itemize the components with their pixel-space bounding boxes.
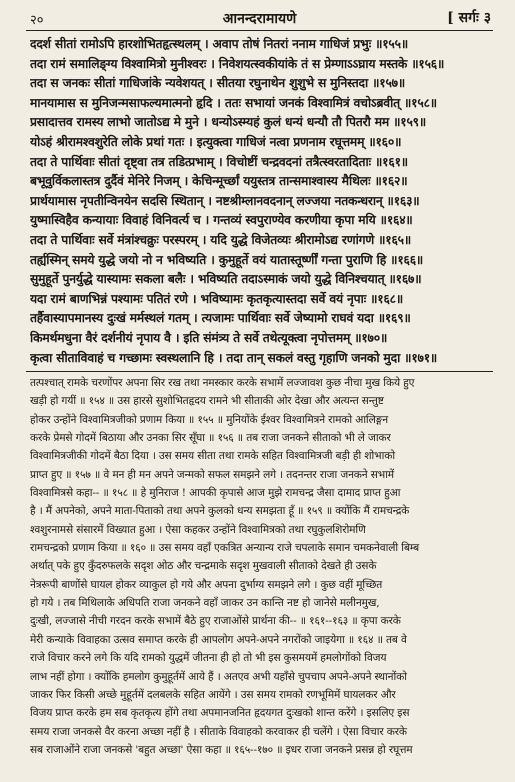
commentary-line: विजय प्राप्त करके हम सब कृतकृत्य होंगे तथा अपमानजनित हृदयगत दुःखको शान्त करेंगे । इसलिए इस xyxy=(30,707,410,720)
header-divider xyxy=(26,30,493,31)
commentary-line: नेत्ररूपी बाणोंसे घायल होकर व्याकुल हो गये और अपना दुर्भाग्य समझने लगे । कुछ वहीं मूच्छित xyxy=(30,578,383,591)
hindi-commentary xyxy=(30,374,493,759)
running-title: आनन्दरामायणे xyxy=(222,11,297,27)
section-divider xyxy=(26,371,493,372)
verse-line: प्रसादात्तव रामस्य लाभो जातोऽद्य मे मुने । धन्योऽस्म्यहं कुलं धन्यं धन्यौ तौ पितरौ मम ॥१५९॥ xyxy=(30,114,427,130)
verse-line: तदा ते पार्थिवाः सीतां दृष्ट्वा तत्र तडित्प्रभाम् । विचोष्टीं चन्द्रवदनां तत्रैत्स्वरतादिताः ॥१६१॥ xyxy=(30,153,408,169)
verse-line: तर्हैवास्यापमानस्य दुःखं मर्मस्थलं गतम् । त्यजामः पार्थिवाः सर्वे जेष्यामो राघवं यदा ॥१६९॥ xyxy=(30,310,411,326)
commentary-line: मेरी कन्याके विवाहका उत्सव समाप्त करके ही आपलोग अपने-अपने नगरोंको जाइयेगा ॥ १६४ ॥ तब वे xyxy=(30,633,407,646)
page-number: २० xyxy=(30,13,44,28)
verse-line: योऽहं श्रीरामश्वशुरेति लोके प्रथां गतः । इत्युक्त्वा गाधिजं नत्वा प्रणनाम रघूत्तमम् ॥१६०॥ xyxy=(30,133,402,149)
verse-line: तदा स जनकः सीतां गाधिजांके न्यवेशयत् । सीतया रघुनाथेन शुशुभे स मुनिस्तदा ॥१५७॥ xyxy=(30,75,406,91)
commentary-line: विश्वामित्रसे कहा-- ॥ १५८ ॥ हे मुनिराज ! आपकी कृपासे आज मुझे रामचन्द्र जैसा दामाद प्राप्त हुआ xyxy=(30,487,401,500)
verse-line: मानयामास स मुनिजन्मसाफल्यमात्मनो हृदि । ततः सभायां जनकं विश्वामित्रं वचोऽब्रवीत् ॥१५८॥ xyxy=(30,94,437,110)
commentary-line: जाकर फिर किसी अच्छे मुहूर्तमें दलबलके सहित आयेंगे । उस समय रामको रणभूमिमें घायलकर और xyxy=(30,688,396,701)
commentary-line: है । मैं अपनेको, अपने माता-पिताको तथा अपने कुलको धन्य समझता हूँ ॥ १५९ ॥ क्योंकि मैं रामचन्द्रके xyxy=(30,505,410,518)
sanskrit-verses xyxy=(30,34,493,367)
verse-line: किमर्थमधुना वैरं दर्शनीयं नृपाय वै । इति संमंत्र्य ते सर्वे तथेत्यूक्त्वा नृपोत्तमम् ॥१७०॥ xyxy=(30,329,388,345)
commentary-line: लाभ नहीं होगा । क्योंकि हमलोग कुमुहूर्तमें आये हैं । अतएव अभी यहाँसे चुपचाप अपने-अपने स्थानोंको xyxy=(30,670,407,683)
verse-line: तदा ते पार्थिवाः सर्वे मंत्रांश्चक्रुः परस्परम् । यदि युद्धे विजेतव्यः श्रीरामोऽद्य रणांगणे ॥१६५॥ xyxy=(30,231,412,247)
verse-line: युष्मास्विहैव कन्यायाः विवाहं विनिवर्त्य च । गन्तव्यं स्वपुराण्येव करणीया कृपा मयि ॥१६४॥ xyxy=(30,212,413,228)
verse-line: बभूवुर्विकलास्तत्र दुर्दैवं मेनिरे निजम् । केचिन्मूर्च्छां ययुस्तत्र तान्समाश्वास्य मैथिलः ॥१६२॥ xyxy=(30,173,408,189)
commentary-line: विश्वामित्रजीकी गोदमें बैठा दिया । उस समय सीता तथा रामके सहित विश्वामित्रजी बड़ी ही शोभाको xyxy=(30,450,395,463)
chapter-marker: [ सर्गः ३ xyxy=(447,10,491,26)
commentary-line: समय राजा जनकसे वैर करना अच्छा नहीं है । सीताके विवाहको करवाकर ही चलेंगे । ऐसा विचार करके xyxy=(30,725,407,738)
commentary-line: तत्पश्चात् रामके चरणोंपर अपना सिर रख तथा नमस्कार करके सभामें लज्जावश कुछ नीचा मुख किये हुए xyxy=(30,377,415,389)
page-header xyxy=(28,8,491,30)
commentary-line: अर्थात् पके हुए कुँदरुफलके सदृश ओठ और चन्द्रमाके सदृश मुखवाली सीताको देखते ही उसके xyxy=(30,560,377,573)
verse-line: सुमुहूर्ते पुनर्युद्धे यास्यामः सकला बलैः । भविष्यति तदाऽस्माकं जयो युद्धे विनिश्चयात् ॥१६७॥ xyxy=(30,271,422,287)
commentary-line: करके प्रेमसे गोदमें बिठाया और उनका सिर सूँघा ॥ १५६ ॥ तब राजा जनकने सीताको भी ले जाकर xyxy=(30,432,391,445)
verse-line: प्रार्थयामास नृपतीन्विनयेन सदसि स्थितान् । नष्टश्रीम्लानवदनान् लज्जया नतकन्धरान् ॥१६३॥ xyxy=(30,192,420,208)
verse-line: तदा रामं समालिङ्ग्य विश्वामित्रो मुनीश्वरः । निवेशयत्स्वकीयांके तं स प्रेम्णाऽऽघ्राय मस्तके ॥१५६॥ xyxy=(30,55,445,71)
commentary-line: सब राजाओंने राजा जनकसे 'बहुत अच्छा' ऐसा कहा ॥ १६५--१७० ॥ इधर राजा जनकने प्रसन्न हो रघूत्तम xyxy=(30,743,413,756)
commentary-line: हो गये । तब मिथिलाके अधिपति राजा जनकने वहाँ जाकर उन कान्ति नष्ट हो जानेसे मलीनमुख, xyxy=(30,597,380,610)
commentary-line: राजे विचार करने लगे कि यदि रामको युद्धमें जीतना ही हो तो भी इस कुसमयमें हमलोगोंको विजय xyxy=(30,652,387,665)
commentary-line: रामचन्द्रको प्रणाम किया ॥ १६० ॥ उस समय वहाँ एकत्रित अन्यान्य राजे चपलाके समान चमकनेवाली बिम्ब xyxy=(30,542,420,555)
verse-line: ददर्श सीतां रामोऽपि हारशोभितहृत्स्थलम् । अवाप तोषं नितरां ननाम गाधिजं प्रभुः ॥१५५॥ xyxy=(30,36,408,51)
commentary-line: खड़ी हो गयीं ॥ १५४ ॥ उस हारसे सुशोभितहृदय रामने भी सीताकी ओर देखा और अत्यन्त सन्तुष्ट xyxy=(30,395,384,408)
verse-line: कृत्वा सीताविवाहं च गच्छामः स्वस्थलानि हि । तदा तान् सकलं वस्तु गृहाणि जनको मुदा ॥१७१॥ xyxy=(30,349,438,365)
commentary-line: दुःखी, लज्जासे नीची गरदन करके सभामें बैठे हुए राजाओंसे प्रार्थना की-- ॥ १६१--१६३ ॥ कृपा करके xyxy=(30,615,401,628)
commentary-line: प्राप्त हुए ॥ १५७ ॥ वे मन ही मन अपने जन्मको सफल समझने लगे । तदनन्तर राजा जनकने सभामें xyxy=(30,468,394,481)
commentary-line: श्वशुरनामसे संसारमें विख्यात हुआ । ऐसा कहकर उन्होंने विश्वामित्रको तथा रघुकुलशिरोमणि xyxy=(30,523,366,536)
verse-line: यदा रामं बाणभिन्नं पश्यामः पतितं रणे । भविष्यामः कृतकृत्यास्तदा सर्वे वयं नृपाः ॥१६८॥ xyxy=(30,290,404,306)
verse-line: तर्ह्यस्मिन् समये युद्धे जयो नो न भविष्यति । कुमुहूर्ते वयं यातास्तूर्ष्णीं गन्ता पुराणि हि ॥१६६॥ xyxy=(30,251,424,267)
commentary-line: होकर उन्होंने विश्वामित्रजीको प्रणाम किया ॥ १५५ ॥ मुनियोंके ईश्वर विश्वामित्रने रामको आलिङ्गन xyxy=(30,413,388,426)
